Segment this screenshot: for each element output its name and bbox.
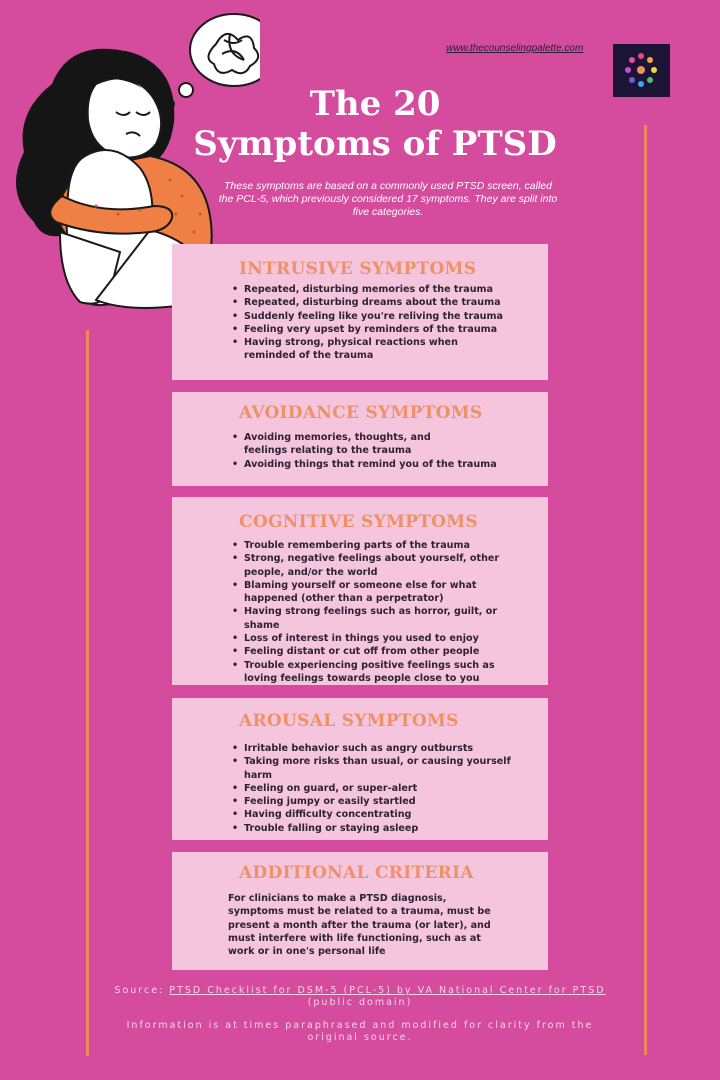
- section-arousal: [172, 698, 548, 840]
- list-item: • Feeling on guard, or super-alert: [232, 782, 512, 795]
- paraphrase-note: Information is at times paraphrased and modified for clarity from the original source.: [126, 1020, 594, 1043]
- list-item: • Having strong, physical reactions when reminded of the trauma: [232, 336, 474, 363]
- list-item: • Repeated, disturbing dreams about the trauma: [232, 296, 548, 309]
- list-item: • Irritable behavior such as angry outbursts: [232, 742, 512, 755]
- list-item: • Avoiding things that remind you of the trauma: [232, 458, 548, 471]
- list-item: • Blaming yourself or someone else for what happened (other than a perpetrator): [232, 579, 522, 606]
- source-prefix: Source:: [114, 985, 170, 996]
- section-cognitive: [172, 497, 548, 685]
- title-line-2: Symptoms of PTSD: [193, 124, 557, 164]
- list-item: • Trouble experiencing positive feelings such as loving feelings towards people close to you: [232, 659, 522, 686]
- section-heading: AROUSAL SYMPTOMS: [239, 711, 459, 731]
- page-title: [190, 84, 560, 164]
- section-heading: COGNITIVE SYMPTOMS: [239, 512, 478, 532]
- website-link[interactable]: www.thecounselingpalette.com: [446, 43, 584, 54]
- intro-text: These symptoms are based on a commonly used PTSD screen, called the PCL-5, which previously considered 17 symptoms. They are split into five categories.: [218, 180, 558, 218]
- symptom-list: [172, 742, 512, 835]
- section-avoidance: [172, 392, 548, 486]
- list-item: • Having strong feelings such as horror, guilt, or shame: [232, 605, 522, 632]
- list-item: • Feeling distant or cut off from other people: [232, 645, 522, 658]
- list-item: • Loss of interest in things you used to enjoy: [232, 632, 522, 645]
- additional-criteria-text: For clinicians to make a PTSD diagnosis, symptoms must be related to a trauma, must be present a month after the trauma (or later), and must interfere with life functioning, such as at work or in one's personal life: [228, 893, 491, 958]
- section-additional-criteria: [172, 852, 548, 970]
- list-item: • Trouble falling or staying asleep: [232, 822, 512, 835]
- list-item: • Feeling very upset by reminders of the trauma: [232, 323, 548, 336]
- source-link[interactable]: PTSD Checklist for DSM-5 (PCL-5) by VA National Center for PTSD: [169, 985, 606, 996]
- section-heading: INTRUSIVE SYMPTOMS: [239, 259, 477, 279]
- section-heading: ADDITIONAL CRITERIA: [239, 863, 474, 883]
- list-item: • Having difficulty concentrating: [232, 808, 512, 821]
- list-item: • Trouble remembering parts of the trauma: [232, 539, 522, 552]
- list-item: • Feeling jumpy or easily startled: [232, 795, 512, 808]
- symptom-list: [172, 431, 548, 471]
- section-intrusive: [172, 244, 548, 380]
- list-item: • Strong, negative feelings about yourself, other people, and/or the world: [232, 552, 522, 579]
- source-suffix: (public domain): [307, 997, 413, 1008]
- symptom-list: [172, 539, 522, 685]
- list-item: • Taking more risks than usual, or causing yourself harm: [232, 755, 512, 782]
- right-accent-line: [644, 125, 647, 1055]
- list-item: • Avoiding memories, thoughts, and feelings relating to the trauma: [232, 431, 474, 458]
- list-item: • Repeated, disturbing memories of the trauma: [232, 283, 548, 296]
- section-heading: AVOIDANCE SYMPTOMS: [239, 403, 483, 423]
- list-item: • Suddenly feeling like you're reliving the trauma: [232, 310, 548, 323]
- brand-logo-icon: [613, 44, 670, 97]
- left-accent-line: [86, 330, 89, 1056]
- source-line: [110, 985, 610, 1009]
- title-line-1: The 20: [309, 84, 441, 124]
- symptom-list: [172, 283, 548, 363]
